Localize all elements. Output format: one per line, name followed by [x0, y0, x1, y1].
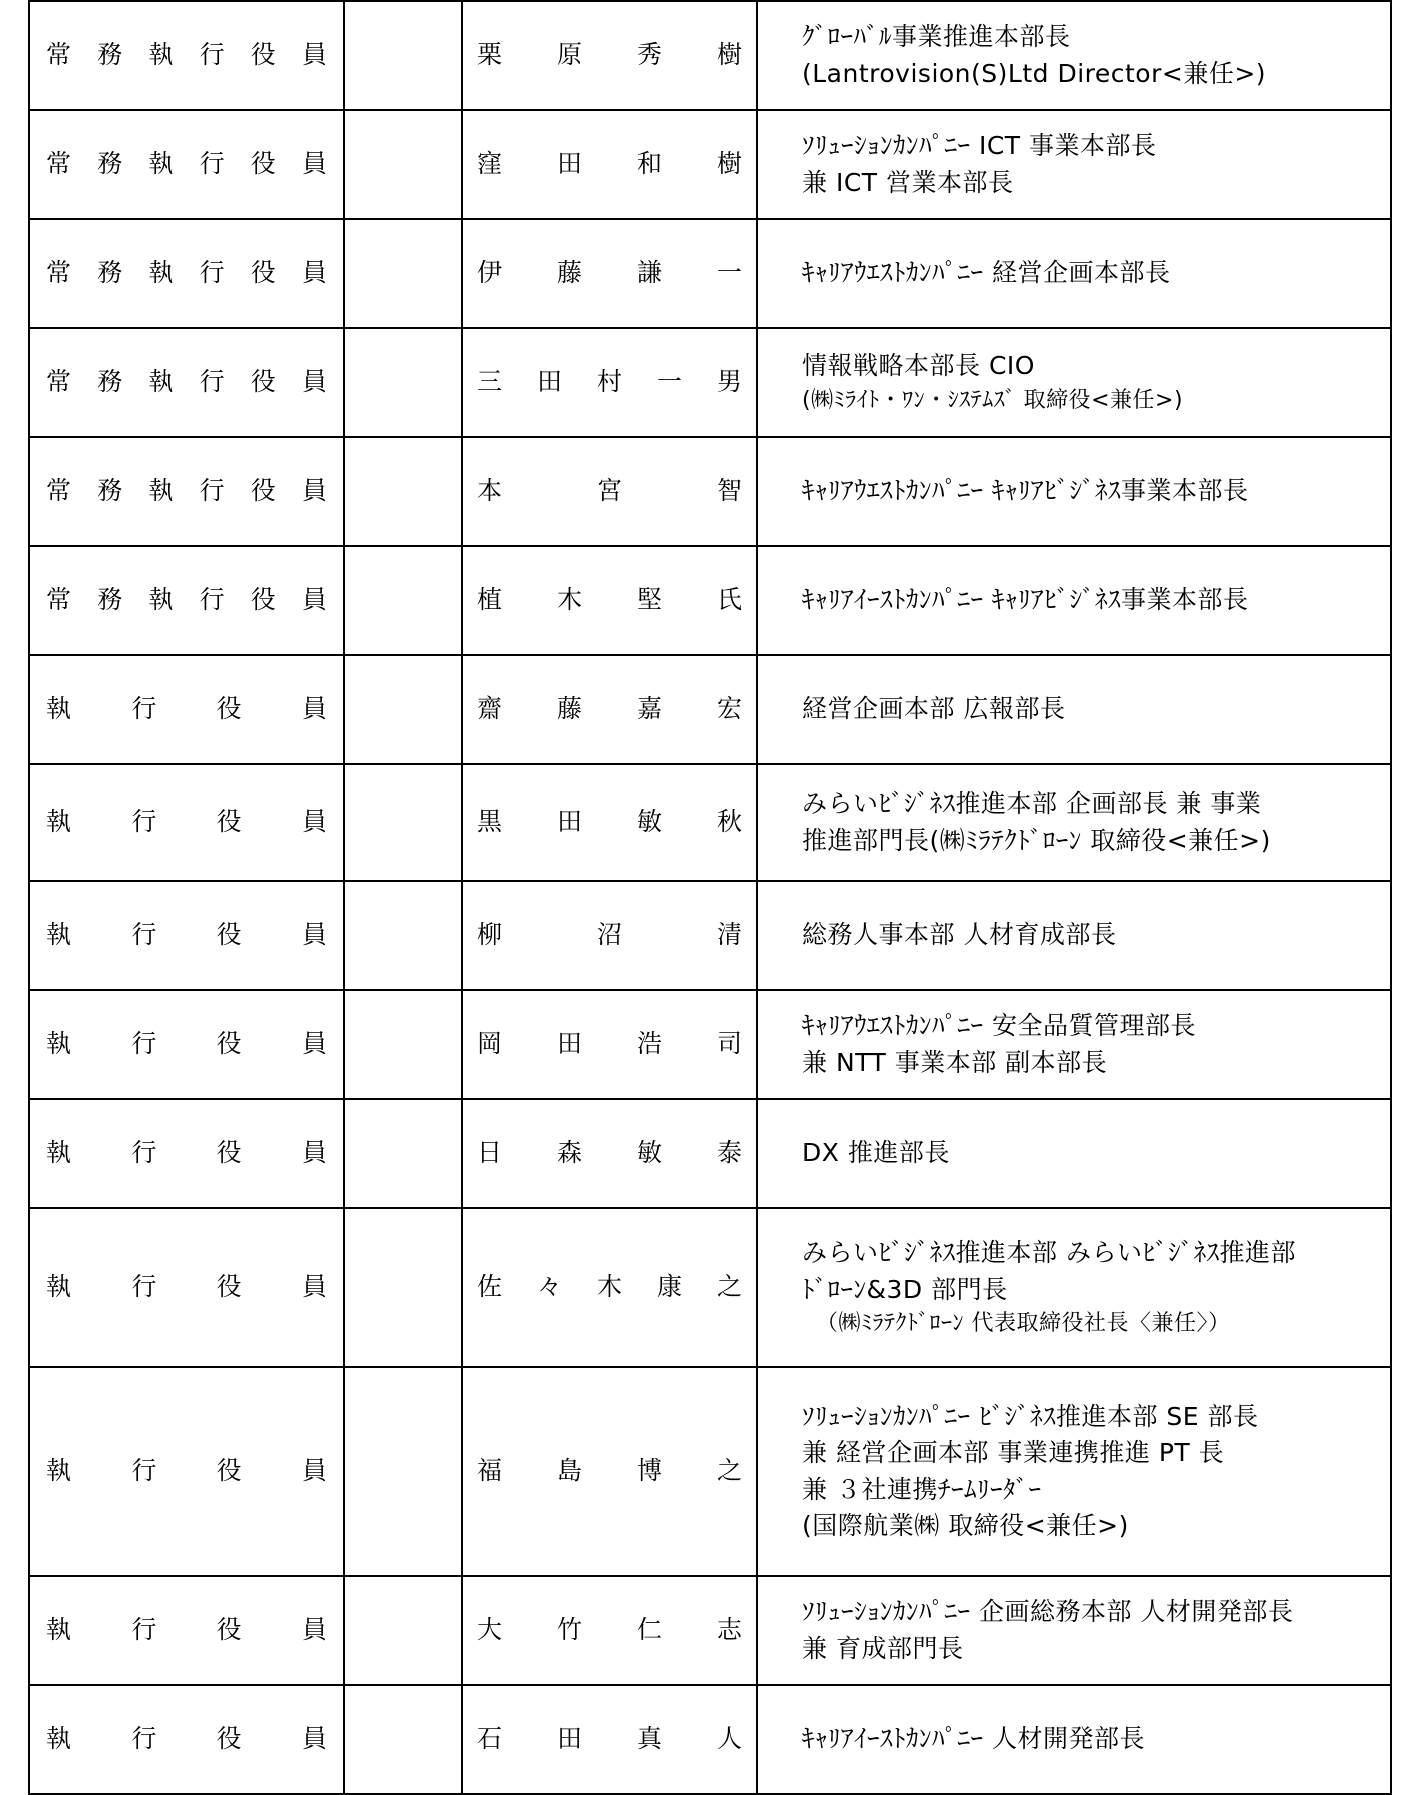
officer-title: 執 行 役 員	[29, 1685, 344, 1794]
table-row	[29, 110, 1391, 219]
table-row	[29, 546, 1391, 655]
table-row	[29, 1576, 1391, 1685]
position-line: 兼 経営企画本部 事業連携推進 PT 長	[802, 1438, 1225, 1468]
officer-name: 三 田 村 一 男	[462, 328, 757, 437]
officer-position	[757, 881, 1391, 990]
officer-title: 執 行 役 員	[29, 1099, 344, 1208]
officer-name: 大 竹 仁 志	[462, 1576, 757, 1685]
table-row	[29, 990, 1391, 1099]
table-row	[29, 1099, 1391, 1208]
officer-title: 執 行 役 員	[29, 764, 344, 881]
position-line: ｷｬﾘｱｳｴｽﾄｶﾝﾊﾟﾆｰ 経営企画本部長	[802, 258, 1171, 288]
position-line: みらいﾋﾞｼﾞﾈｽ推進本部 企画部長 兼 事業	[802, 789, 1262, 819]
table-row	[29, 219, 1391, 328]
officer-name: 石 田 真 人	[462, 1685, 757, 1794]
position-line: ｸﾞﾛｰﾊﾞﾙ事業推進本部長	[802, 22, 1071, 52]
officer-position	[757, 1367, 1391, 1576]
officer-position	[757, 328, 1391, 437]
table-row	[29, 764, 1391, 881]
officer-position	[757, 990, 1391, 1099]
blank-cell	[344, 990, 462, 1099]
position-line: 情報戦略本部長 CIO	[802, 351, 1035, 381]
blank-cell	[344, 1099, 462, 1208]
officer-table	[28, 0, 1392, 1795]
position-line: ｷｬﾘｱｲｰｽﾄｶﾝﾊﾟﾆｰ 人材開発部長	[802, 1724, 1145, 1754]
officer-title: 執 行 役 員	[29, 990, 344, 1099]
blank-cell	[344, 881, 462, 990]
table-row	[29, 655, 1391, 764]
position-line: (国際航業㈱ 取締役<兼任>)	[802, 1510, 1129, 1540]
officer-position	[757, 655, 1391, 764]
table-row	[29, 1, 1391, 110]
officer-name: 黒 田 敏 秋	[462, 764, 757, 881]
position-line: (㈱ﾐﾗｲﾄ・ﾜﾝ・ｼｽﾃﾑｽﾞ 取締役<兼任>)	[802, 387, 1184, 413]
position-line: ﾄﾞﾛｰﾝ&3D 部門長	[802, 1274, 1008, 1304]
blank-cell	[344, 1208, 462, 1367]
table-row	[29, 1367, 1391, 1576]
position-line: ｿﾘｭｰｼｮﾝｶﾝﾊﾟﾆｰ ﾋﾞｼﾞﾈｽ推進本部 SE 部長	[802, 1402, 1259, 1431]
position-line: 兼 ICT 営業本部長	[802, 167, 1014, 197]
position-line: 総務人事本部 人材育成部長	[802, 920, 1117, 950]
officer-title: 執 行 役 員	[29, 881, 344, 990]
officer-name: 本 宮 智	[462, 437, 757, 546]
officer-name: 齋 藤 嘉 宏	[462, 655, 757, 764]
officer-name: 栗 原 秀 樹	[462, 1, 757, 110]
blank-cell	[344, 764, 462, 881]
position-line: ｿﾘｭｰｼｮﾝｶﾝﾊﾟﾆｰ ICT 事業本部長	[802, 131, 1157, 161]
officer-name: 柳 沼 清	[462, 881, 757, 990]
blank-cell	[344, 219, 462, 328]
officer-title: 常 務 執 行 役 員	[29, 110, 344, 219]
position-line: ｷｬﾘｱｳｴｽﾄｶﾝﾊﾟﾆｰ ｷｬﾘｱﾋﾞｼﾞﾈｽ事業本部長	[802, 476, 1249, 506]
officer-title: 常 務 執 行 役 員	[29, 219, 344, 328]
position-line: (Lantrovision(S)Ltd Director<兼任>)	[802, 58, 1267, 88]
position-line: （㈱ﾐﾗﾃｸﾄﾞﾛｰﾝ 代表取締役社長〈兼任〉）	[816, 1310, 1231, 1336]
blank-cell	[344, 546, 462, 655]
position-line: 推進部門長(㈱ﾐﾗﾃｸﾄﾞﾛｰﾝ 取締役<兼任>)	[802, 825, 1271, 855]
officer-position	[757, 1685, 1391, 1794]
blank-cell	[344, 437, 462, 546]
officer-position	[757, 1, 1391, 110]
officer-title: 常 務 執 行 役 員	[29, 1, 344, 110]
position-line: みらいﾋﾞｼﾞﾈｽ推進本部 みらいﾋﾞｼﾞﾈｽ推進部	[802, 1238, 1296, 1268]
officer-name: 日 森 敏 泰	[462, 1099, 757, 1208]
table-row	[29, 1685, 1391, 1794]
officer-title: 執 行 役 員	[29, 1367, 344, 1576]
officer-title: 常 務 執 行 役 員	[29, 546, 344, 655]
officer-position	[757, 437, 1391, 546]
officer-name: 伊 藤 謙 一	[462, 219, 757, 328]
blank-cell	[344, 1, 462, 110]
blank-cell	[344, 655, 462, 764]
officer-title: 執 行 役 員	[29, 1576, 344, 1685]
position-line: ｷｬﾘｱｳｴｽﾄｶﾝﾊﾟﾆｰ 安全品質管理部長	[802, 1011, 1196, 1041]
officer-position	[757, 1208, 1391, 1367]
officer-position	[757, 764, 1391, 881]
blank-cell	[344, 1367, 462, 1576]
table-row	[29, 1208, 1391, 1367]
blank-cell	[344, 110, 462, 219]
blank-cell	[344, 1685, 462, 1794]
position-line: 兼 育成部門長	[802, 1633, 964, 1663]
table-row	[29, 881, 1391, 990]
officer-name: 窪 田 和 樹	[462, 110, 757, 219]
officer-name: 福 島 博 之	[462, 1367, 757, 1576]
blank-cell	[344, 1576, 462, 1685]
officer-name: 植 木 堅 氏	[462, 546, 757, 655]
officer-position	[757, 1576, 1391, 1685]
table-row	[29, 437, 1391, 546]
officer-title: 執 行 役 員	[29, 655, 344, 764]
table-row	[29, 328, 1391, 437]
officer-title: 常 務 執 行 役 員	[29, 328, 344, 437]
position-line: 経営企画本部 広報部長	[802, 694, 1066, 724]
officer-position	[757, 1099, 1391, 1208]
officer-position	[757, 219, 1391, 328]
blank-cell	[344, 328, 462, 437]
officer-name: 岡 田 浩 司	[462, 990, 757, 1099]
officer-title: 常 務 執 行 役 員	[29, 437, 344, 546]
position-line: 兼 ３社連携ﾁｰﾑﾘｰﾀﾞｰ	[802, 1474, 1042, 1504]
officer-position	[757, 110, 1391, 219]
position-line: ｷｬﾘｱｲｰｽﾄｶﾝﾊﾟﾆｰ ｷｬﾘｱﾋﾞｼﾞﾈｽ事業本部長	[802, 585, 1249, 615]
position-line: DX 推進部長	[802, 1138, 950, 1168]
position-line: ｿﾘｭｰｼｮﾝｶﾝﾊﾟﾆｰ 企画総務本部 人材開発部長	[802, 1597, 1294, 1627]
position-line: 兼 NTT 事業本部 副本部長	[802, 1047, 1108, 1077]
officer-title: 執 行 役 員	[29, 1208, 344, 1367]
officer-position	[757, 546, 1391, 655]
officer-name: 佐 々 木 康 之	[462, 1208, 757, 1367]
